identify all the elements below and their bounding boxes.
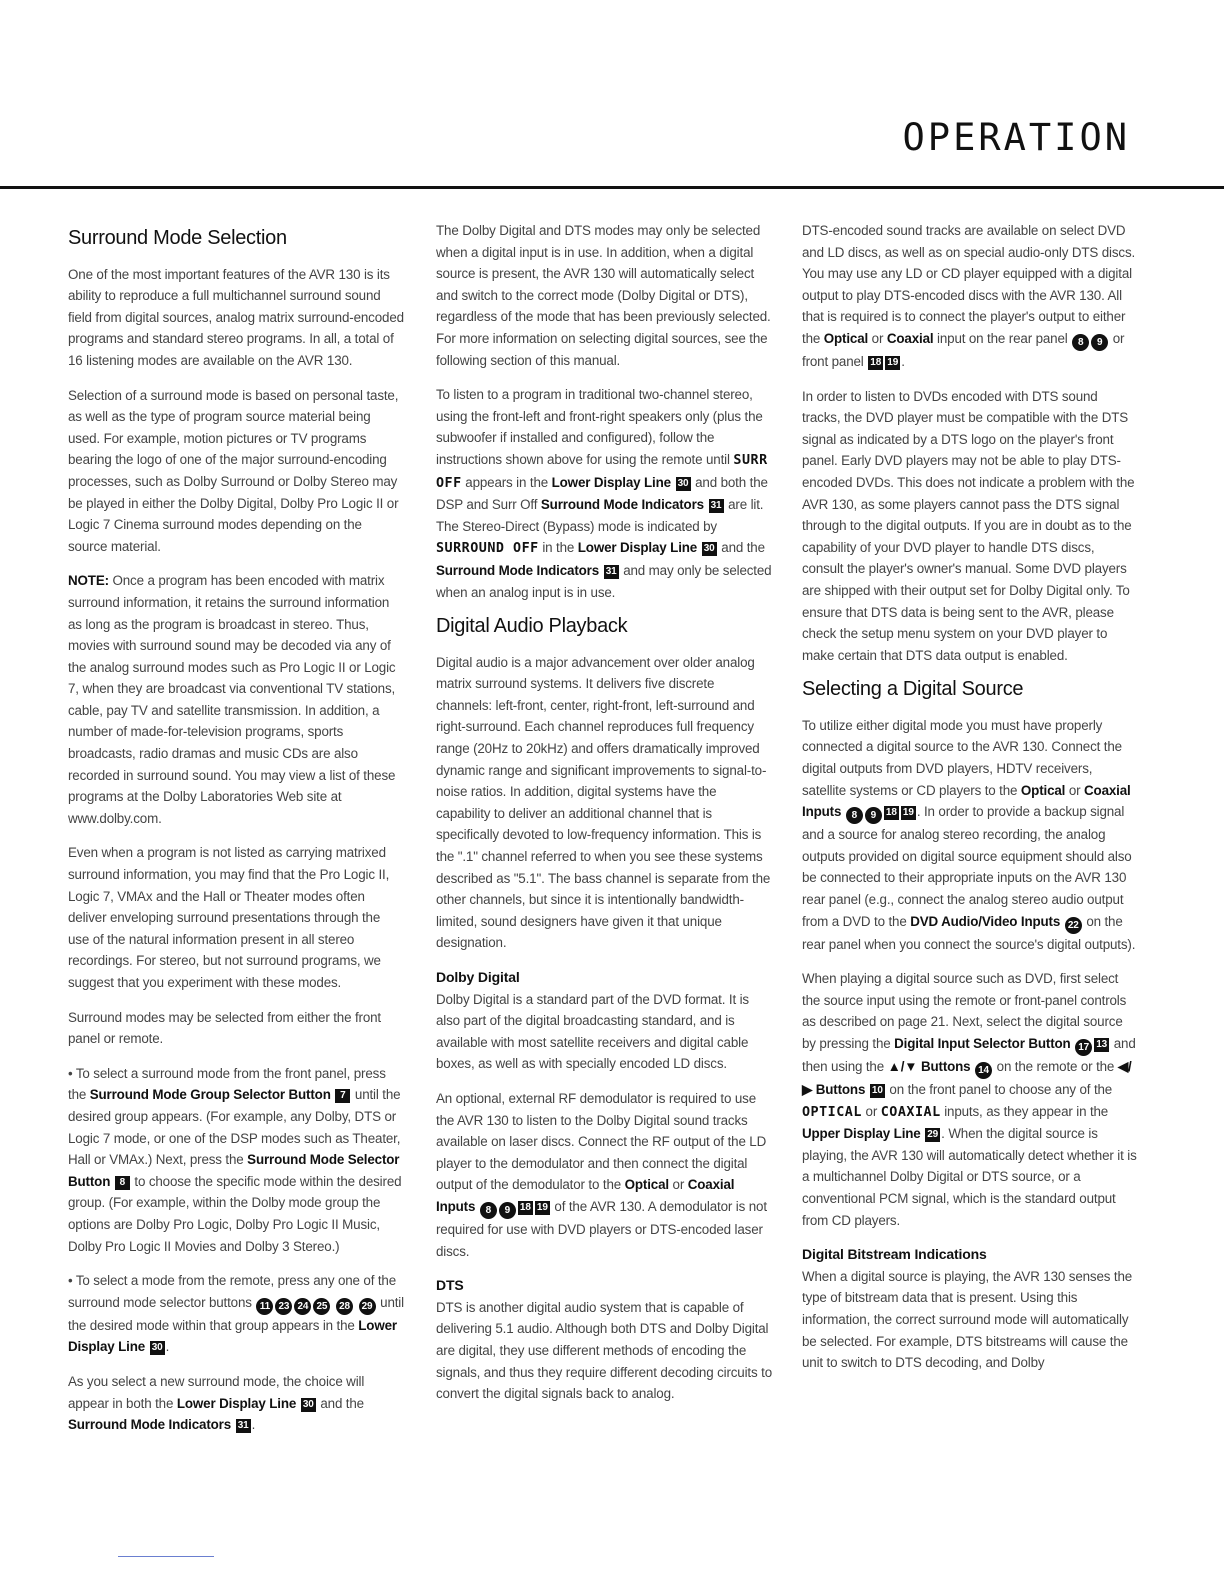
callout-number: 30 — [150, 1341, 165, 1355]
callout-number: 18 — [884, 806, 899, 820]
paragraph: Digital audio is a major advancement over older analog matrix surround systems. It delivers five discrete channels: left-front, center, right-front, left-surround and right-surround. Each channel reproduces full frequency range (20Hz to 20kHz) and offers dramatically improved dynamic range and significant improvements to signal-to-noise ratios. In addition, digital systems have the capability to deliver an additional channel that is specifically devoted to low-frequency information. This is the ".1" channel referred to when you see these systems described as "5.1". The bass channel is separate from the other channels, but since it is intentionally bandwidth-limited, sound designers have given it that unique designation. — [436, 654, 771, 951]
display-text-coaxial: COAXIAL — [880, 1104, 941, 1120]
note-text: Once a program has been encoded with matrix surround information, it retains the surround information as long as the program is broadcast in stereo. Thus, movies with surround sound may be decoded via any of the analog surround modes such as Pro Logic II or Logic 7, when they are broadcast via conventional TV stations, cable, pay TV and satellite transmission. In addition, a number of made-for-television programs, sports broadcasts, radio dramas and music CDs are also recorded in surround sound. You may view a list of these programs at the Dolby Laboratories Web site at www.dolby.com. — [68, 573, 396, 826]
paragraph: One of the most important features of the AVR 130 is its ability to reproduce a full multichannel surround sound field from digital sources, analog matrix surround-encoded programs and standard stereo programs. In all, a total of 16 listening modes are available on the AVR 130. — [68, 266, 404, 368]
callout-number: 25 — [313, 1298, 330, 1315]
callout-number: 19 — [885, 356, 900, 370]
callout-number: 8 — [846, 807, 863, 824]
subheading-dts: DTS — [436, 1277, 464, 1294]
callout-number: 19 — [901, 806, 916, 820]
display-text-surround-off: SURROUND OFF — [436, 541, 539, 557]
column-3 — [802, 220, 1138, 1387]
paragraph: Selection of a surround mode is based on personal taste, as well as the type of program source material being used. For example, motion pictures or TV programs bearing the logo of one of the major surround-encoding processes, such as Dolby Surround or Dolby Stereo may be played in either the Dolby Digital, Dolby Pro Logic II or Logic 7 Cinema surround modes depending on the source material. — [68, 387, 399, 554]
paragraph: DTS-encoded sound tracks are available on select DVD and LD discs, as well as on special audio-only DTS discs. You may use any LD or CD player equipped with a digital output to play DTS-encoded discs with the AVR 130. All that is required is to connect the player's output to either the Optical or Coaxial input on the rear panel 8 9 or front panel 18 19 . — [802, 223, 1136, 369]
callout-number: 31 — [709, 499, 724, 513]
note-paragraph — [68, 570, 404, 829]
callout-number: 14 — [975, 1062, 992, 1079]
callout-number: 30 — [676, 477, 691, 491]
paragraph: To utilize either digital mode you must have properly connected a digital source to the AVR 130. Connect the digital outputs from DVD players, HDTV receivers, satellite systems or CD players to the Optical or Coaxial Inputs 8 9 18 19 . In order to provide a backup signal and a source for analog stereo recording, the analog outputs provided on digital source equipment should also be connected to their appropriate inputs on the AVR 130 rear panel (e.g., connect the analog stereo audio output from a DVD to the DVD Audio/Video Inputs 22 on the rear panel when you connect the source's digital outputs). — [802, 717, 1136, 952]
callout-number: 10 — [870, 1084, 885, 1098]
paragraph: Even when a program is not listed as carrying matrixed surround information, you may find that the Pro Logic II, Logic 7, VMAx and the Hall or Theater modes often deliver enveloping surround presentations through the use of the natural information present in all stereo recordings. For stereo, but not surround programs, we suggest that you experiment with these modes. — [68, 845, 390, 990]
section-heading-selecting-a-digital-source: Selecting a Digital Source — [802, 678, 1024, 701]
page-header-title: OPERATION — [902, 116, 1130, 159]
footer-rule — [118, 1556, 214, 1557]
column-2 — [436, 220, 772, 1418]
display-text-surr-off: SURR OFF — [436, 452, 768, 491]
paragraph: When a digital source is playing, the AVR 130 senses the type of bitstream data that is present. Using this information, the correct surround mode will automatically be selected. For example, DTS bitstreams will cause the unit to switch to DTS decoding, and Dolby — [802, 1268, 1133, 1371]
callout-number: 9 — [1091, 334, 1108, 351]
paragraph: Dolby Digital is a standard part of the DVD format. It is also part of the digital broadcasting standard, and is available with most satellite receivers and digital cable boxes, as well as with specially encoded LD discs. — [436, 991, 749, 1072]
callout-number: 31 — [604, 565, 619, 579]
callout-number: 18 — [868, 356, 883, 370]
paragraph: An optional, external RF demodulator is required to use the AVR 130 to listen to the Dolby Digital sound tracks available on laser discs. Connect the RF output of the LD player to the demodulator and then connect the digital output of the demodulator to the Optical or Coaxial Inputs 8 9 18 19 of the AVR 130. A demodulator is not required for use with DVD players or DTS-encoded laser discs. — [436, 1090, 767, 1259]
callout-number: 24 — [294, 1298, 311, 1315]
column-1 — [68, 220, 404, 1449]
callout-number: 9 — [865, 807, 882, 824]
paragraph: To listen to a program in traditional two-channel stereo, using the front-left and front-right speakers only (plus the subwoofer if installed and configured), follow the instructions shown above for using the remote until SURR OFF appears in the Lower Display Line 30 and both the DSP and Surr Off Surround Mode Indicators 31 are lit. The Stereo-Direct (Bypass) mode is indicated by SURROUND OFF in the Lower Display Line 30 and the Surround Mode Indicators 31 and may only be selected when an analog input is in use. — [436, 387, 772, 600]
callout-number: 9 — [499, 1202, 516, 1219]
paragraph: In order to listen to DVDs encoded with DTS sound tracks, the DVD player must be compatible with the DTS signal as indicated by a DTS logo on the player's front panel. Early DVD players may not be able to play DTS-encoded DVDs. This does not indicate a problem with the AVR 130, as some players cannot pass the DTS signal through to the digital outputs. If you are in doubt as to the capability of your DVD player to handle DTS discs, consult the player's owner's manual. Some DVD players are shipped with their output set for Dolby Digital only. To ensure that DTS data is being sent to the AVR, please check the setup menu system on your DVD player to make certain that DTS data output is enabled. — [802, 388, 1135, 663]
paragraph: Surround modes may be selected from either the front panel or remote. — [68, 1009, 381, 1047]
bullet-remote: • To select a mode from the remote, press any one of the surround mode selector buttons 11 23 24 25 28 29 until the desired mode within that group appears in the Lower Display Line 30 . — [68, 1273, 404, 1355]
callout-number: 7 — [335, 1089, 350, 1103]
callout-number: 8 — [115, 1176, 130, 1190]
callout-number: 28 — [336, 1298, 353, 1315]
paragraph: As you select a new surround mode, the choice will appear in both the Lower Display Line 30 and the Surround Mode Indicators 31 . — [68, 1373, 365, 1433]
callout-number: 23 — [275, 1298, 292, 1315]
paragraph: The Dolby Digital and DTS modes may only be selected when a digital input is in use. In addition, when a digital source is present, the AVR 130 will automatically select and switch to the correct mode (Dolby Digital or DTS), regardless of the mode that has been previously selected. For more information on selecting digital sources, see the following section of this manual. — [436, 223, 771, 368]
callout-number: 19 — [535, 1201, 550, 1215]
bullet-front-panel: • To select a surround mode from the front panel, press the Surround Mode Group Selector Button 7 until the desired group appears. (For example, any Dolby, DTS or Logic 7 mode, or one of the DSP modes such as Theater, Hall or VMAx.) Next, press the Surround Mode Selector Button 8 to choose the specific mode within the desired group. (For example, within the Dolby mode group the options are Dolby Pro Logic, Dolby Pro Logic II Music, Dolby Pro Logic II Movies and Dolby 3 Stereo.) — [68, 1065, 402, 1254]
callout-number: 18 — [518, 1201, 533, 1215]
section-heading-digital-audio-playback: Digital Audio Playback — [436, 615, 628, 638]
display-text-optical: OPTICAL — [802, 1104, 862, 1120]
callout-number: 29 — [359, 1298, 376, 1315]
callout-number: 17 — [1075, 1039, 1092, 1056]
section-heading-surround-mode-selection: Surround Mode Selection — [68, 227, 287, 249]
callout-number: 22 — [1065, 917, 1082, 934]
subheading-dolby-digital: Dolby Digital — [436, 969, 520, 985]
header-rule — [0, 186, 1224, 189]
callout-number: 13 — [1094, 1038, 1109, 1052]
callout-number: 29 — [925, 1128, 940, 1142]
callout-number: 30 — [301, 1398, 316, 1412]
callout-number: 11 — [256, 1298, 273, 1315]
note-label: NOTE: — [68, 573, 109, 589]
paragraph: DTS is another digital audio system that is capable of delivering 5.1 audio. Although both DTS and Dolby Digital are digital, they use different methods of encoding the signals, and thus they require different decoding circuits to convert the digital signals back to analog. — [436, 1299, 772, 1402]
subheading-digital-bitstream-indications: Digital Bitstream Indications — [802, 1246, 987, 1263]
callout-number: 8 — [1072, 334, 1089, 351]
callout-number: 8 — [480, 1202, 497, 1219]
paragraph: When playing a digital source such as DVD, first select the source input using the remote or front-panel controls as described on page 21. Next, select the digital source by pressing the Digital Input Selector Button 17 13 and then using the ▲/▼ Buttons 14 on the remote or the ◀/▶ Buttons 10 on the front panel to choose any of the OPTICAL or COAXIAL inputs, as they appear in the Upper Display Line 29 . When the digital source is playing, the AVR 130 will automatically detect whether it is a multichannel Dolby Digital or DTS source, or a conventional PCM signal, which is the standard output from CD players. — [802, 971, 1137, 1228]
callout-number: 30 — [702, 542, 717, 556]
callout-number: 31 — [236, 1419, 251, 1433]
